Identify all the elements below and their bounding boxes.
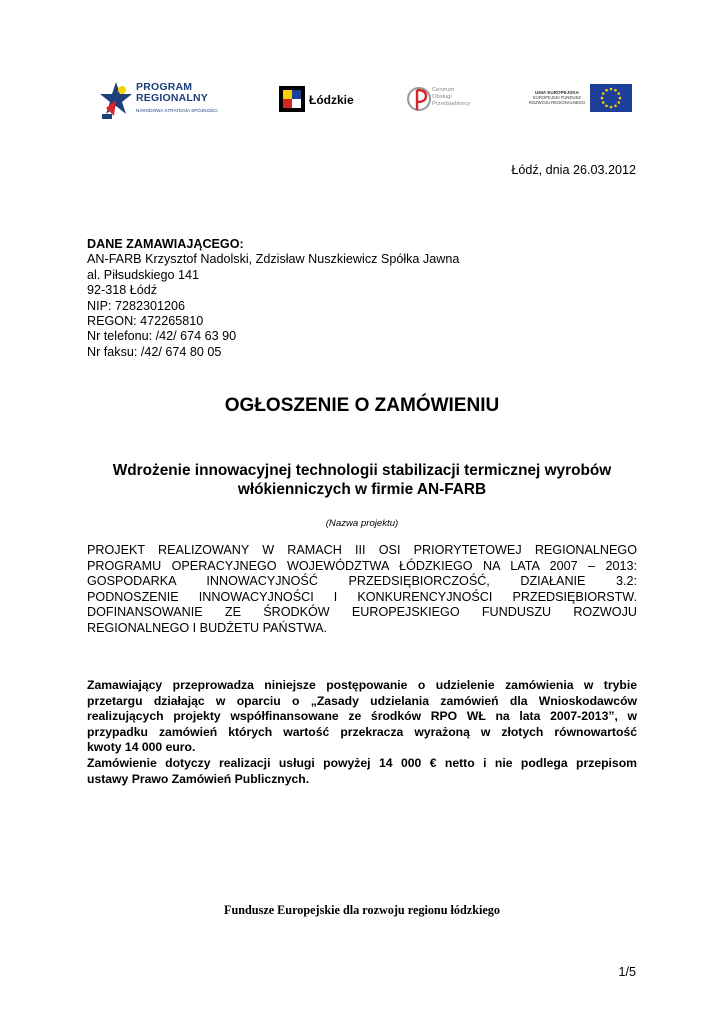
description-line: REGIONALNEGO I BUDŻETU PAŃSTWA. xyxy=(87,620,328,635)
zamawiajacy-street: al. Piłsudskiego 141 xyxy=(87,267,200,282)
logo-bar xyxy=(0,74,724,124)
zamawiajacy-phone: Nr telefonu: /42/ 674 63 90 xyxy=(87,329,237,344)
lodzkie-text: Łódzkie xyxy=(309,93,354,107)
eu-flag-icon xyxy=(590,84,632,112)
document-title: OGŁOSZENIE O ZAMÓWIENIU xyxy=(224,395,500,416)
procedure-line: Zamówienie dotyczy realizacji usługi powyżej 14 000 € netto i nie podlega przepisom xyxy=(87,755,637,770)
project-name-line: Wdrożenie innowacyjnej technologii stabilizacji termicznej wyrobów xyxy=(112,462,612,479)
procedure-line: Zamawiający przeprowadza niniejsze postępowanie o udzielenie zamówienia w trybie xyxy=(87,678,637,692)
description-line: PROJEKT REALIZOWANY W RAMACH III OSI PRIORYTETOWEJ REGIONALNEGO xyxy=(87,543,637,557)
program-regionalny-star-icon xyxy=(100,80,132,120)
centrum-mark-icon xyxy=(406,82,432,116)
lodzkie-logo xyxy=(277,86,357,116)
description-line: PROGRAMU OPERACYJNEGO WOJEWÓDZTWA ŁÓDZKIEGO NA LATA 2007 – 2013: xyxy=(87,558,637,573)
procedure-line: przypadku zamówień których wartość przekracza wyrażoną w złotych równowartość xyxy=(87,724,637,739)
lodzkie-mark-icon xyxy=(279,86,305,112)
unia-europejska-logo xyxy=(524,84,620,116)
centrum-obslugi-logo xyxy=(404,82,471,116)
project-description xyxy=(87,543,637,637)
description-line: GOSPODARKA INNOWACYJNOŚĆ PRZEDSIĘBIORCZOŚĆ, DZIAŁANIE 3.2: xyxy=(87,574,637,589)
footer-text: Fundusze Europejskie dla rozwoju regionu łódzkiego xyxy=(224,903,500,917)
project-name xyxy=(87,461,637,499)
description-line: PODNOSZENIE INNOWACYJNOŚCI I KONKURENCYJNOŚCI PRZEDSIĘBIORSTW. xyxy=(87,589,637,604)
procedure-line: kwoty 14 000 euro. xyxy=(87,740,196,755)
zamawiajacy-city: 92-318 Łódź xyxy=(87,283,158,298)
program-regionalny-title: PROGRAM REGIONALNY xyxy=(136,81,209,104)
description-line: DOFINANSOWANIE ZE ŚRODKÓW EUROPEJSKIEGO FUNDUSZU ROZWOJU xyxy=(87,605,637,620)
zamawiajacy-name: AN-FARB Krzysztof Nadolski, Zdzisław Nuszkiewicz Spółka Jawna xyxy=(87,252,460,267)
zamawiajacy-regon: REGON: 472265810 xyxy=(87,314,204,329)
procedure-line: przetargu działając w oparciu o „Zasady udzielania zamówień dla Wnioskodawców xyxy=(87,693,637,708)
centrum-text: Centrum Obsługi Przedsiębiorcy xyxy=(432,87,471,107)
zamawiajacy-label: DANE ZAMAWIAJĄCEGO: xyxy=(87,237,244,251)
project-name-line: włókienniczych w firmie AN-FARB xyxy=(237,481,487,498)
page-number: 1/5 xyxy=(618,965,636,979)
project-name-note: (Nazwa projektu) xyxy=(325,518,399,529)
zamawiajacy-block xyxy=(87,237,459,360)
procedure-statement xyxy=(87,678,637,787)
program-regionalny-subtitle: NARODOWA STRATEGIA SPÓJNOŚCI xyxy=(136,108,218,113)
zamawiajacy-nip: NIP: 7282301206 xyxy=(87,298,186,313)
program-regionalny-logo xyxy=(96,78,236,122)
zamawiajacy-fax: Nr faksu: /42/ 674 80 05 xyxy=(87,344,222,359)
procedure-line: ustawy Prawo Zamówień Publicznych. xyxy=(87,771,310,786)
procedure-line: realizujących projekty współfinansowane ze środków RPO WŁ na lata 2007-2013”, w xyxy=(87,709,637,724)
document-date: Łódź, dnia 26.03.2012 xyxy=(511,163,636,177)
unia-europejska-text: UNIA EUROPEJSKA EUROPEJSKI FUNDUSZ ROZWOJU REGIONALNEGO xyxy=(528,90,586,106)
